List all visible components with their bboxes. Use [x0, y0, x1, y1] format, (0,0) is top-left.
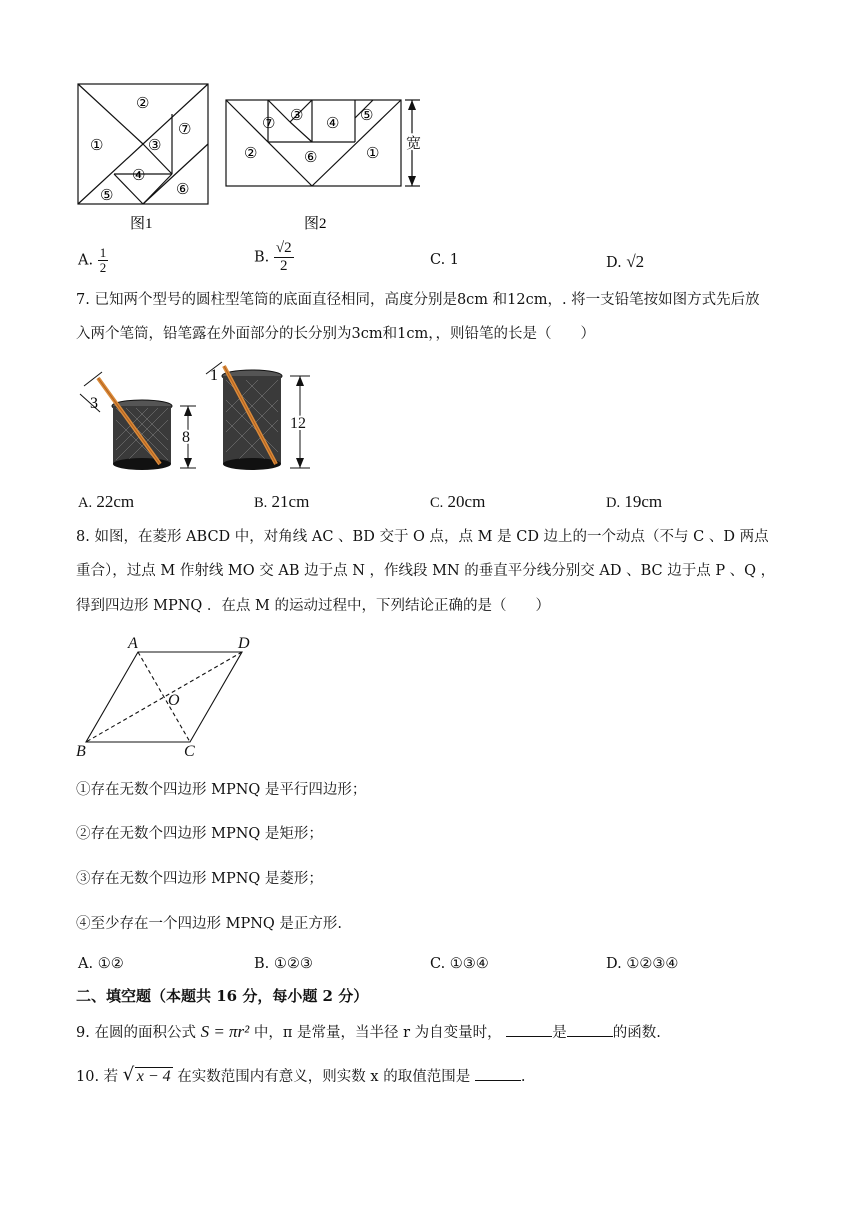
q7-stem-line-1: 7. 已知两个型号的圆柱型笔筒的底面直径相同，高度分别是8cm 和12cm，. 将一支铅笔按如图方式先后放 [76, 292, 760, 308]
option-letter: B. [254, 495, 268, 511]
option-letter: A. [78, 495, 93, 511]
q8-stem-line-2: 重合），过点 M 作射线 MO 交 AB 边于点 N ，作线段 MN 的垂直平分线分别交 AD 、BC 边于点 P 、Q ， [76, 563, 776, 579]
tall-holder-height: 12 [290, 415, 306, 432]
q8-option-b[interactable] [254, 956, 313, 972]
option-value: 20cm [447, 492, 486, 511]
fraction-root2-over-2: $\frac{√2}{2}$ [275, 240, 292, 274]
vertex-d-label: D [238, 635, 250, 652]
fig1-piece-6: ⑥ [176, 182, 190, 198]
q8-statement-4: ④至少存在一个四边形 MPNQ 是正方形. [76, 916, 343, 932]
section-heading: 二、填空题（本题共 16 分，每小题 2 分） [76, 987, 369, 1005]
q7-option-c[interactable] [430, 492, 485, 512]
fig1-piece-1: ① [90, 138, 104, 154]
q8-statement-3: ③存在无数个四边形 MPNQ 是菱形； [76, 871, 323, 887]
q6-option-d[interactable] [606, 252, 644, 272]
question-10 [76, 1066, 525, 1087]
short-holder-height: 8 [182, 429, 190, 446]
q6-option-b[interactable] [254, 240, 294, 275]
fig2-piece-1: ① [366, 146, 380, 162]
fig1-caption: 图1 [130, 216, 153, 232]
vertex-b-label: B [76, 743, 86, 760]
fig2-piece-4: ④ [326, 116, 340, 132]
vertex-a-label: A [128, 635, 138, 652]
option-value: 1 [449, 252, 460, 268]
option-value: 22cm [96, 492, 135, 511]
q10-prefix: 10. 若 [76, 1069, 119, 1085]
option-letter: B. [254, 249, 270, 266]
area-formula: S = πr² [200, 1022, 250, 1041]
tall-holder-out-length: 1 [210, 367, 218, 384]
option-letter: A. [78, 252, 94, 269]
short-holder-out-length: 3 [90, 395, 98, 412]
fig2-piece-5: ⑤ [360, 108, 374, 124]
fig2-piece-3: ③ [290, 108, 304, 124]
q8-stem-line-3: 得到四边形 MPNQ ．在点 M 的运动过程中，下列结论正确的是（ ） [76, 598, 550, 614]
fig2-caption: 图2 [304, 216, 327, 232]
short-holder [80, 372, 196, 470]
option-letter: C. [430, 252, 446, 268]
fig1-piece-3: ③ [148, 138, 162, 154]
q7-option-a[interactable] [78, 492, 134, 512]
option-letter: C. [430, 495, 444, 511]
option-value: ①②③④ [626, 956, 679, 972]
q8-stem-line-1: 8. 如图，在菱形 ABCD 中，对角线 AC 、BD 交于 O 点，点 M 是 CD 边上的一个动点（不与 C 、D 两点 [76, 529, 769, 545]
fraction-one-half: $\frac{1}{2}$ [99, 245, 107, 275]
q9-middle: 中，π 是常量，当半径 r 为自变量时， [253, 1025, 502, 1041]
q7-option-d[interactable] [606, 492, 662, 512]
width-label: 宽 [406, 136, 422, 152]
fig1-piece-4: ④ [132, 168, 146, 184]
q9-tail: 的函数. [612, 1025, 661, 1041]
q6-option-c[interactable] [430, 252, 459, 268]
rhombus-figure [74, 634, 264, 760]
q7-option-b[interactable] [254, 492, 309, 512]
q8-option-a[interactable] [78, 956, 124, 972]
center-o-label: O [168, 692, 180, 709]
q8-statement-2: ②存在无数个四边形 MPNQ 是矩形； [76, 826, 323, 842]
tangram-figure-2 [220, 96, 452, 232]
q8-option-d[interactable] [606, 956, 678, 972]
option-value: 19cm [624, 492, 663, 511]
q9-blank-2[interactable] [567, 1022, 613, 1037]
option-value: √2 [626, 252, 645, 271]
option-letter: C. [430, 956, 446, 972]
q9-blank-1[interactable] [506, 1022, 552, 1037]
vertex-c-label: C [184, 743, 195, 760]
square-root-expression: √ x − 4 [122, 1064, 171, 1085]
option-value: ①③④ [449, 956, 489, 972]
q8-option-c[interactable] [430, 956, 489, 972]
fig2-piece-2: ② [244, 146, 258, 162]
question-9 [76, 1022, 661, 1043]
fig1-piece-7: ⑦ [178, 122, 192, 138]
fig2-piece-6: ⑥ [304, 150, 318, 166]
q9-prefix: 9. 在圆的面积公式 [76, 1025, 196, 1041]
q10-middle: 在实数范围内有意义，则实数 x 的取值范围是 [177, 1069, 471, 1085]
option-letter: A. [78, 956, 94, 972]
fig1-piece-2: ② [136, 96, 150, 112]
option-value: ①② [97, 956, 124, 972]
tall-holder [206, 362, 310, 470]
tangram-figure-1 [76, 82, 212, 232]
q8-statement-1: ①存在无数个四边形 MPNQ 是平行四边形； [76, 782, 367, 798]
q6-option-a[interactable] [78, 246, 108, 275]
option-letter: D. [606, 495, 621, 511]
q10-tail: . [520, 1069, 526, 1085]
fig2-piece-7: ⑦ [262, 116, 276, 132]
option-value: 21cm [271, 492, 310, 511]
q7-stem-line-2: 入两个笔筒，铅笔露在外面部分的长分别为3cm和1cm，，则铅笔的长是（ ） [76, 326, 595, 342]
option-value: ①②③ [273, 956, 313, 972]
option-letter: B. [254, 956, 270, 972]
q9-is: 是 [552, 1025, 567, 1041]
fig1-piece-5: ⑤ [100, 188, 114, 204]
option-letter: D. [606, 255, 622, 271]
pen-holder-figure [76, 360, 326, 480]
q10-blank[interactable] [475, 1066, 521, 1081]
option-letter: D. [606, 956, 622, 972]
